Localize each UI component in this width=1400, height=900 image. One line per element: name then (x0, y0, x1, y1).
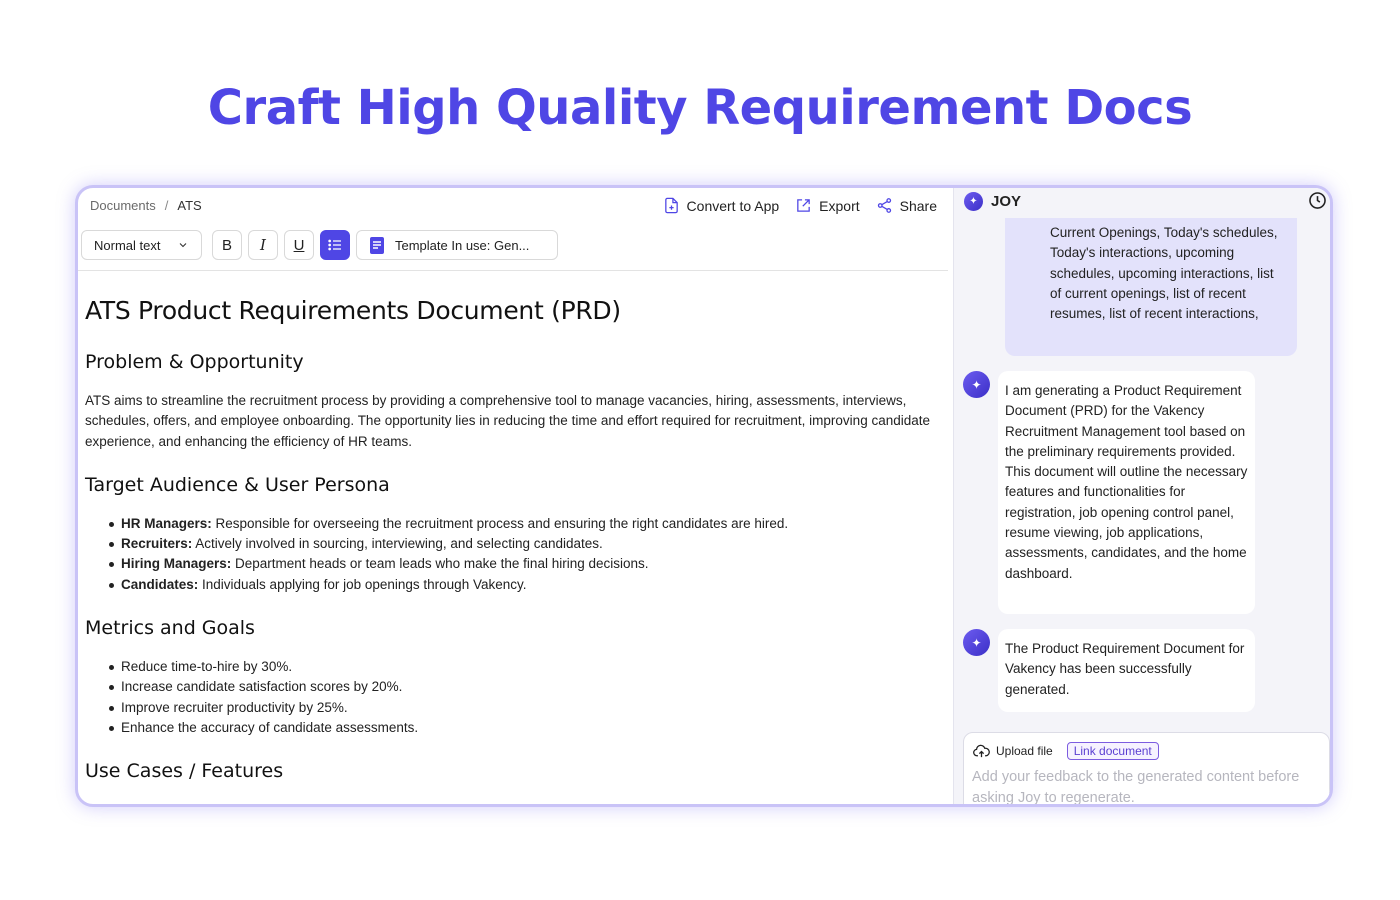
link-document-button[interactable]: Link document (1067, 742, 1159, 760)
export-label: Export (819, 197, 860, 214)
feedback-input[interactable] (972, 767, 1317, 807)
list-item-text: Actively involved in sourcing, interviewing, and selecting candidates. (192, 536, 603, 552)
list-item-text: Department heads or team leads who make the final hiring decisions. (231, 556, 649, 572)
bot-message-row (963, 371, 1255, 614)
upload-file-button[interactable] (973, 744, 1053, 759)
bullet-list-icon (327, 237, 343, 253)
history-clock-icon[interactable] (1308, 191, 1327, 210)
share-icon (876, 197, 893, 214)
italic-icon: I (260, 236, 266, 254)
assistant-name: JOY (991, 193, 1022, 210)
editor-actions (663, 197, 937, 214)
list-item: Improve recruiter productivity by 25%. (109, 698, 940, 718)
breadcrumb-current: ATS (177, 198, 202, 213)
document-body[interactable] (85, 296, 940, 800)
feedback-composer (963, 732, 1330, 807)
list-item (109, 534, 940, 554)
editor-topbar (78, 188, 953, 222)
section-heading: Problem & Opportunity (85, 351, 304, 373)
cloud-upload-icon (973, 744, 990, 759)
breadcrumb-documents[interactable]: Documents (90, 198, 156, 213)
list-item (109, 554, 940, 574)
document-title: ATS Product Requirements Document (PRD) (85, 296, 621, 325)
app-window (75, 185, 1333, 807)
joy-chat-panel (953, 188, 1333, 804)
persona-list (85, 514, 940, 595)
list-item: Increase candidate satisfaction scores by 20%. (109, 677, 940, 697)
text-style-select[interactable] (81, 230, 202, 260)
bot-message: I am generating a Product Requirement Document (PRD) for the Vakency Recruitment Management tool based on the preliminary requirements provided. This document will outline the necessary features and functionalities for registration, job opening control panel, resume viewing, job applications, assessments, candidates, and the home dashboard. (998, 371, 1255, 614)
convert-to-app-label: Convert to App (686, 197, 780, 214)
underline-icon: U (293, 236, 305, 254)
list-item-text: Individuals applying for job openings through Vakency. (198, 576, 527, 592)
file-plus-icon (663, 197, 680, 214)
template-label: Template In use: Gen... (395, 237, 530, 253)
list-item: Reduce time-to-hire by 30%. (109, 657, 940, 677)
list-item (109, 514, 940, 534)
breadcrumb-separator: / (164, 198, 169, 213)
bold-icon: B (221, 236, 232, 254)
user-message: Current Openings, Today's schedules, Today's interactions, upcoming schedules, upcoming interactions, list of current openings, list of recent resumes, list of recent interactions, (1005, 218, 1297, 356)
share-label: Share (899, 197, 937, 214)
formatting-toolbar (81, 230, 558, 260)
sparkle-icon: ✦ (963, 629, 990, 656)
export-button[interactable] (795, 197, 859, 214)
list-item-label: Hiring Managers: (121, 556, 232, 572)
bot-message-row (963, 629, 1255, 712)
chevron-down-icon (177, 239, 189, 251)
toolbar-divider (78, 270, 948, 271)
metrics-list (85, 657, 940, 738)
breadcrumb (90, 198, 202, 213)
section-heading: Use Cases / Features (85, 760, 284, 783)
bot-message: The Product Requirement Document for Vakency has been successfully generated. (998, 629, 1255, 712)
bold-button[interactable] (212, 230, 242, 260)
sparkle-icon: ✦ (963, 371, 990, 398)
hero-title: Craft High Quality Requirement Docs (207, 80, 1193, 136)
convert-to-app-button[interactable] (663, 197, 780, 214)
composer-tools (973, 742, 1159, 760)
list-item: Enhance the accuracy of candidate assessments. (109, 718, 940, 738)
upload-file-label: Upload file (996, 744, 1053, 758)
list-item-text: Responsible for overseeing the recruitment process and ensuring the right candidates are hired. (211, 515, 789, 531)
export-icon (795, 197, 812, 214)
section-heading: Target Audience & User Persona (85, 473, 390, 496)
underline-button[interactable] (284, 230, 314, 260)
share-button[interactable] (876, 197, 937, 214)
document-editor (78, 188, 953, 804)
sparkle-icon: ✦ (964, 192, 983, 211)
list-item-label: Candidates: (121, 576, 199, 592)
chat-header (964, 192, 1021, 211)
bullet-list-button[interactable] (320, 230, 350, 260)
section-heading: Metrics and Goals (85, 617, 255, 640)
list-item-label: HR Managers: (121, 515, 212, 531)
text-style-value: Normal text (94, 237, 161, 253)
italic-button[interactable] (248, 230, 278, 260)
document-icon (369, 237, 385, 254)
template-selector[interactable] (356, 230, 558, 260)
section-paragraph: ATS aims to streamline the recruitment process by providing a comprehensive tool to manage vacancies, hiring, assessments, interviews, schedules, offers, and employee onboarding. The opportunity lies in reducing the time and effort required for recruitment, improving candidate experience, and enhancing the efficiency of HR teams. (85, 393, 930, 449)
list-item-label: Recruiters: (121, 536, 193, 552)
list-item (109, 575, 940, 595)
